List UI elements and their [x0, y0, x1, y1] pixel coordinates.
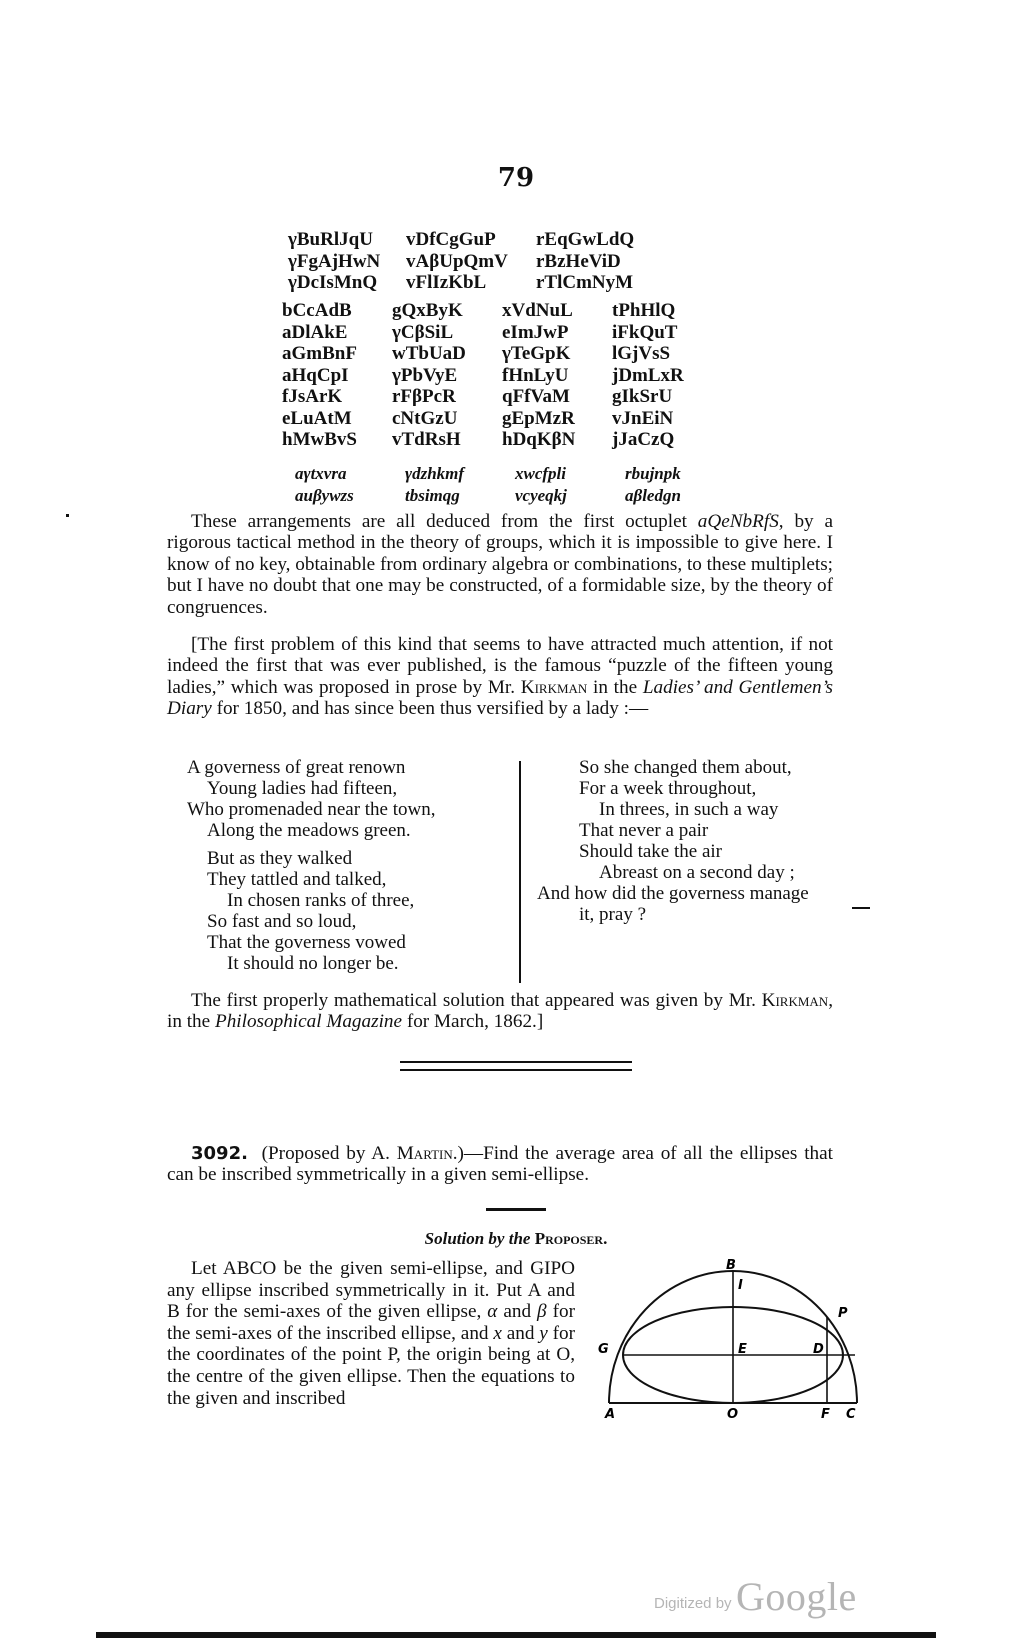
label-b: B — [726, 1258, 736, 1273]
solution-heading: Solution by the Proposer. — [424, 1229, 608, 1248]
table-row — [288, 272, 728, 294]
multiplet-table-middle — [282, 300, 722, 451]
short-divider — [486, 1208, 546, 1211]
proposer-name: Martin — [396, 1143, 453, 1164]
table-cell: qFfVaM — [502, 386, 570, 407]
ellipse-diagram — [595, 1255, 875, 1425]
table-cell: vFlIzKbL — [406, 272, 487, 293]
table-cell: aγtxvra — [295, 464, 347, 483]
label-g: G — [598, 1342, 609, 1357]
table-cell: eLuAtM — [282, 407, 352, 429]
table-cell: rEqGwLdQ — [536, 229, 635, 250]
scan-edge-bar — [96, 1632, 936, 1638]
table-cell: rTlCmNyM — [536, 272, 634, 293]
label-c: C — [846, 1407, 856, 1422]
table-cell: aDlAkE — [282, 321, 348, 343]
poem-line: So fast and so loud, — [207, 911, 357, 932]
table-cell: tbsimqg — [405, 486, 460, 505]
table-cell: vDfCgGuP — [406, 229, 496, 250]
table-cell: γdzhkmf — [405, 464, 465, 483]
poem-line: But as they walked — [207, 848, 353, 869]
poem-line: Abreast on a second day ; — [599, 862, 795, 883]
table-row — [287, 485, 727, 507]
poem-line: That the governess vowed — [207, 932, 406, 953]
table-cell: xVdNuL — [502, 300, 573, 321]
table-cell: gQxByK — [392, 300, 463, 321]
author-name: Kirkman — [520, 676, 588, 698]
table-cell: rbujnpk — [625, 464, 681, 483]
table-cell: hDqKβN — [502, 429, 576, 450]
question-3092: 3092. (Proposed by A. Martin.)—Find the average area of all the ellipses that can be inscribed symmetrically in a given semi-ellipse. — [167, 1143, 834, 1186]
table-row — [288, 251, 728, 273]
poem-line: And how did the governess manage — [537, 883, 809, 904]
table-cell: γCβSiL — [392, 321, 454, 343]
label-e: E — [738, 1342, 747, 1357]
label-i: I — [738, 1278, 743, 1293]
table-cell: cNtGzU — [392, 407, 458, 429]
ellipse-figure — [595, 1255, 875, 1425]
table-row — [282, 386, 722, 408]
table-cell: tPhHlQ — [612, 300, 676, 321]
question-number: 3092. — [191, 1143, 248, 1164]
scan-mark — [66, 514, 69, 517]
table-row — [282, 300, 722, 322]
poem-column-right — [537, 757, 877, 925]
table-cell: γFgAjHwN — [288, 250, 381, 272]
poem-line: it, pray ? — [579, 904, 647, 925]
table-cell: vTdRsH — [392, 429, 461, 450]
table-row — [288, 229, 728, 251]
table-cell: aGmBnF — [282, 343, 357, 364]
table-cell: bCcAdB — [282, 300, 352, 321]
digitized-by-google-watermark: Digitized by Google — [654, 1574, 857, 1619]
poem-line: So she changed them about, — [579, 757, 792, 778]
table-cell: hMwBvS — [282, 429, 357, 450]
table-cell: gEpMzR — [502, 407, 575, 429]
table-cell: γTeGpK — [502, 343, 571, 364]
poem — [165, 757, 845, 987]
table-cell: xwcfpli — [515, 464, 566, 483]
journal-title: Ladies’ and Gentlemen’s Diary — [167, 676, 833, 720]
table-row — [282, 343, 722, 365]
table-cell: vcyeqkj — [515, 486, 567, 505]
table-row — [287, 463, 727, 485]
poem-line: That never a pair — [579, 820, 709, 841]
poem-column-left — [187, 757, 507, 974]
table-cell: rFβPcR — [392, 386, 456, 407]
scan-mark — [852, 907, 870, 909]
poem-line: For a week throughout, — [579, 778, 757, 799]
poem-column-divider — [519, 761, 521, 983]
table-cell: iFkQuT — [612, 321, 678, 343]
paragraph-arrangements: These arrangements are all deduced from the first octuplet aQeNbRfS, by a rigorous tactical method in the theory of groups, which it is impossible to give here. I know of no key, obtainable from ordinary algebra or combinations, to these multiplets; but I have no doubt that one may be constructed, of a formidable size, by the theory of congruences. — [167, 511, 833, 618]
table-cell: fHnLyU — [502, 364, 569, 386]
table-cell: wTbUaD — [392, 343, 466, 364]
poem-line: They tattled and talked, — [207, 869, 387, 890]
poem-line: In threes, in such a way — [599, 799, 779, 820]
table-cell: jJaCzQ — [612, 429, 675, 450]
poem-line: It should no longer be. — [227, 953, 399, 974]
table-cell: γBuRlJqU — [288, 229, 373, 250]
section-divider — [400, 1061, 632, 1071]
label-a: A — [605, 1407, 616, 1422]
poem-line: Should take the air — [579, 841, 722, 862]
table-cell: vJnEiN — [612, 407, 674, 429]
google-logo: Google — [736, 1574, 857, 1619]
label-o: O — [727, 1407, 739, 1422]
table-cell: rBzHeViD — [536, 250, 621, 272]
table-row — [282, 322, 722, 344]
poem-line: Along the meadows green. — [207, 820, 411, 841]
poem-line: In chosen ranks of three, — [227, 890, 415, 911]
poem-line: Young ladies had fifteen, — [207, 778, 398, 799]
table-cell: fJsArK — [282, 386, 343, 407]
table-row — [282, 365, 722, 387]
multiplet-table-bottom — [287, 463, 727, 507]
table-cell: lGjVsS — [612, 343, 671, 364]
table-cell: γPbVyE — [392, 364, 458, 386]
table-cell: aβledgn — [625, 486, 681, 505]
label-d: D — [813, 1342, 824, 1357]
author-name: Kirkman — [761, 990, 829, 1011]
label-f: F — [821, 1407, 830, 1422]
paragraph-first-solution: The first properly mathematical solution that appeared was given by Mr. Kirkman, in the Philosophical Magazine for March, 1862.] — [167, 990, 833, 1033]
table-row — [282, 408, 722, 430]
page-number: 79 — [497, 163, 535, 193]
journal-title: Philosophical Magazine — [214, 1011, 403, 1033]
multiplet-table-top — [288, 229, 728, 294]
table-cell: auβywzs — [295, 486, 354, 505]
table-row — [282, 429, 722, 451]
label-p: P — [838, 1306, 848, 1321]
table-cell: jDmLxR — [612, 364, 684, 386]
table-cell: vAβUpQmV — [406, 250, 508, 272]
table-cell: gIkSrU — [612, 386, 673, 407]
table-cell: eImJwP — [502, 321, 569, 343]
poem-line: A governess of great renown — [187, 757, 406, 778]
table-cell: γDcIsMnQ — [288, 272, 378, 293]
poem-line: Who promenaded near the town, — [187, 799, 436, 820]
octuplet-text: aQeNbRfS — [697, 511, 779, 532]
table-cell: aHqCpI — [282, 364, 349, 386]
solution-text: Let ABCO be the given semi-ellipse, and GIPO any ellipse inscribed symmetrically in it. Put A and B for the semi-axes of the given ellipse, α and β for the semi-axes of the inscribed ellipse, and x and y for the coordinates of the point P, the origin being at O, the centre of the given ellipse. Then the equations to the given and inscribed — [167, 1258, 575, 1409]
paragraph-first-problem: [The first problem of this kind that seems to have attracted much attention, if not indeed the first that was ever published, is the famous “puzzle of the fifteen young ladies,” which was proposed in prose by Mr. Kirkman in the Ladies’ and Gentlemen’s Diary for 1850, and has since been thus versified by a lady :— — [167, 634, 833, 720]
